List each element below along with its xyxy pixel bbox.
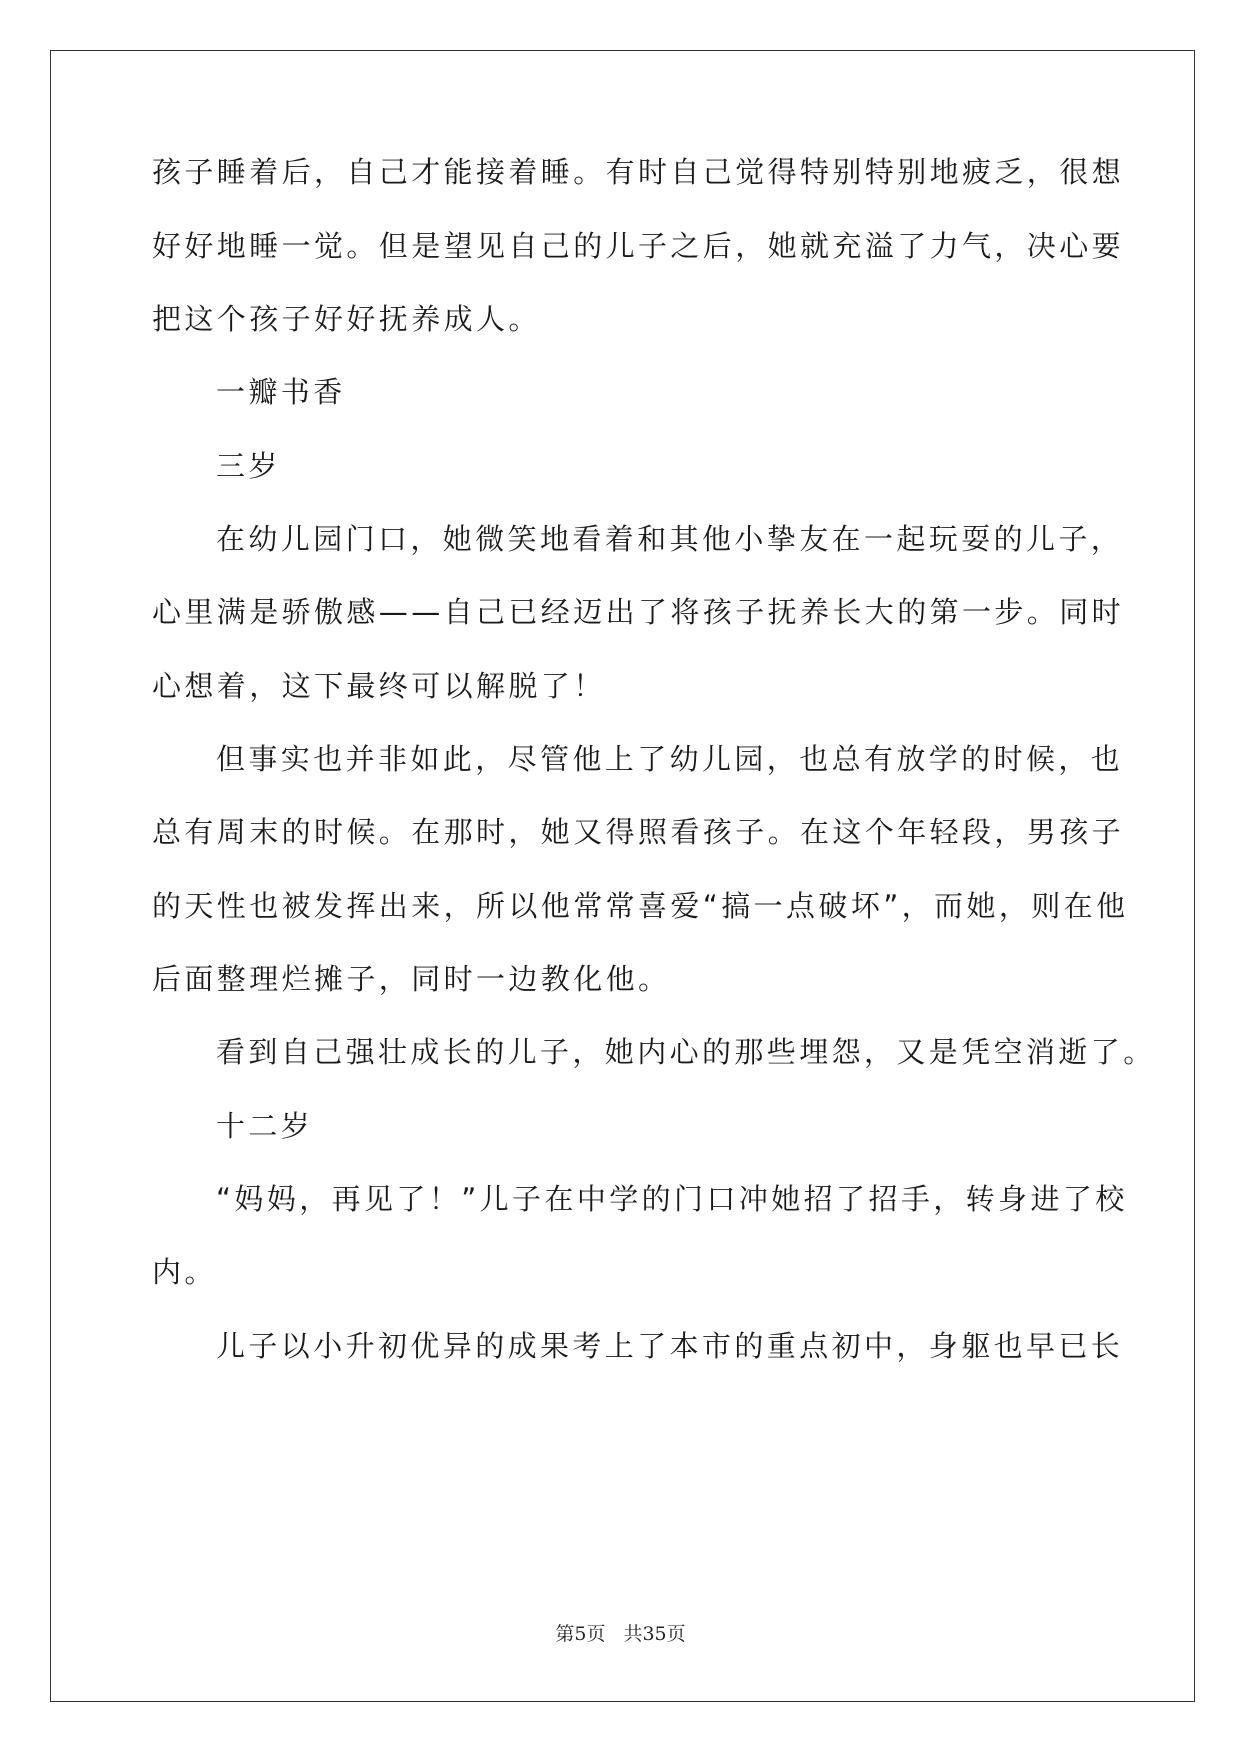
body-text-line: 把这个孩子好好抚养成人。 [152, 302, 541, 336]
body-text-line: 心想着，这下最终可以解脱了！ [152, 669, 606, 703]
page-total: 共35页 [623, 1623, 686, 1645]
section-heading: 一瓣书香 [216, 375, 346, 409]
body-text-line: “妈妈，再见了！”儿子在中学的门口冲她招了招手，转身进了校 [216, 1182, 1128, 1216]
body-text-line: 总有周末的时候。在那时，她又得照看孩子。在这个年轻段，男孩子 [152, 815, 1125, 849]
body-text-line: 心里满是骄傲感——自己已经迈出了将孩子抚养长大的第一步。同时 [152, 595, 1125, 629]
body-text-line: 但事实也并非如此，尽管他上了幼儿园，也总有放学的时候，也 [216, 742, 1124, 776]
body-text-line: 好好地睡一觉。但是望见自己的儿子之后，她就充溢了力气，决心要 [152, 229, 1125, 263]
section-heading: 三岁 [216, 449, 281, 483]
page-number: 第5页 [555, 1623, 606, 1645]
body-text-line: 看到自己强壮成长的儿子，她内心的那些埋怨，又是凭空消逝了。 [216, 1035, 1156, 1069]
page-footer [0, 1622, 1241, 1646]
body-text-line: 内。 [152, 1255, 217, 1289]
section-heading: 十二岁 [216, 1109, 314, 1143]
page-border [50, 50, 1195, 1702]
body-text-line: 的天性也被发挥出来，所以他常常喜爱“搞一点破坏”，而她，则在他 [152, 889, 1129, 923]
body-text-line: 后面整理烂摊子，同时一边教化他。 [152, 962, 671, 996]
body-text-line: 孩子睡着后，自己才能接着睡。有时自己觉得特别特别地疲乏，很想 [152, 155, 1125, 189]
body-text-line: 在幼儿园门口，她微笑地看着和其他小挚友在一起玩耍的儿子， [216, 522, 1124, 556]
body-text-line: 儿子以小升初优异的成果考上了本市的重点初中，身躯也早已长 [216, 1329, 1124, 1363]
